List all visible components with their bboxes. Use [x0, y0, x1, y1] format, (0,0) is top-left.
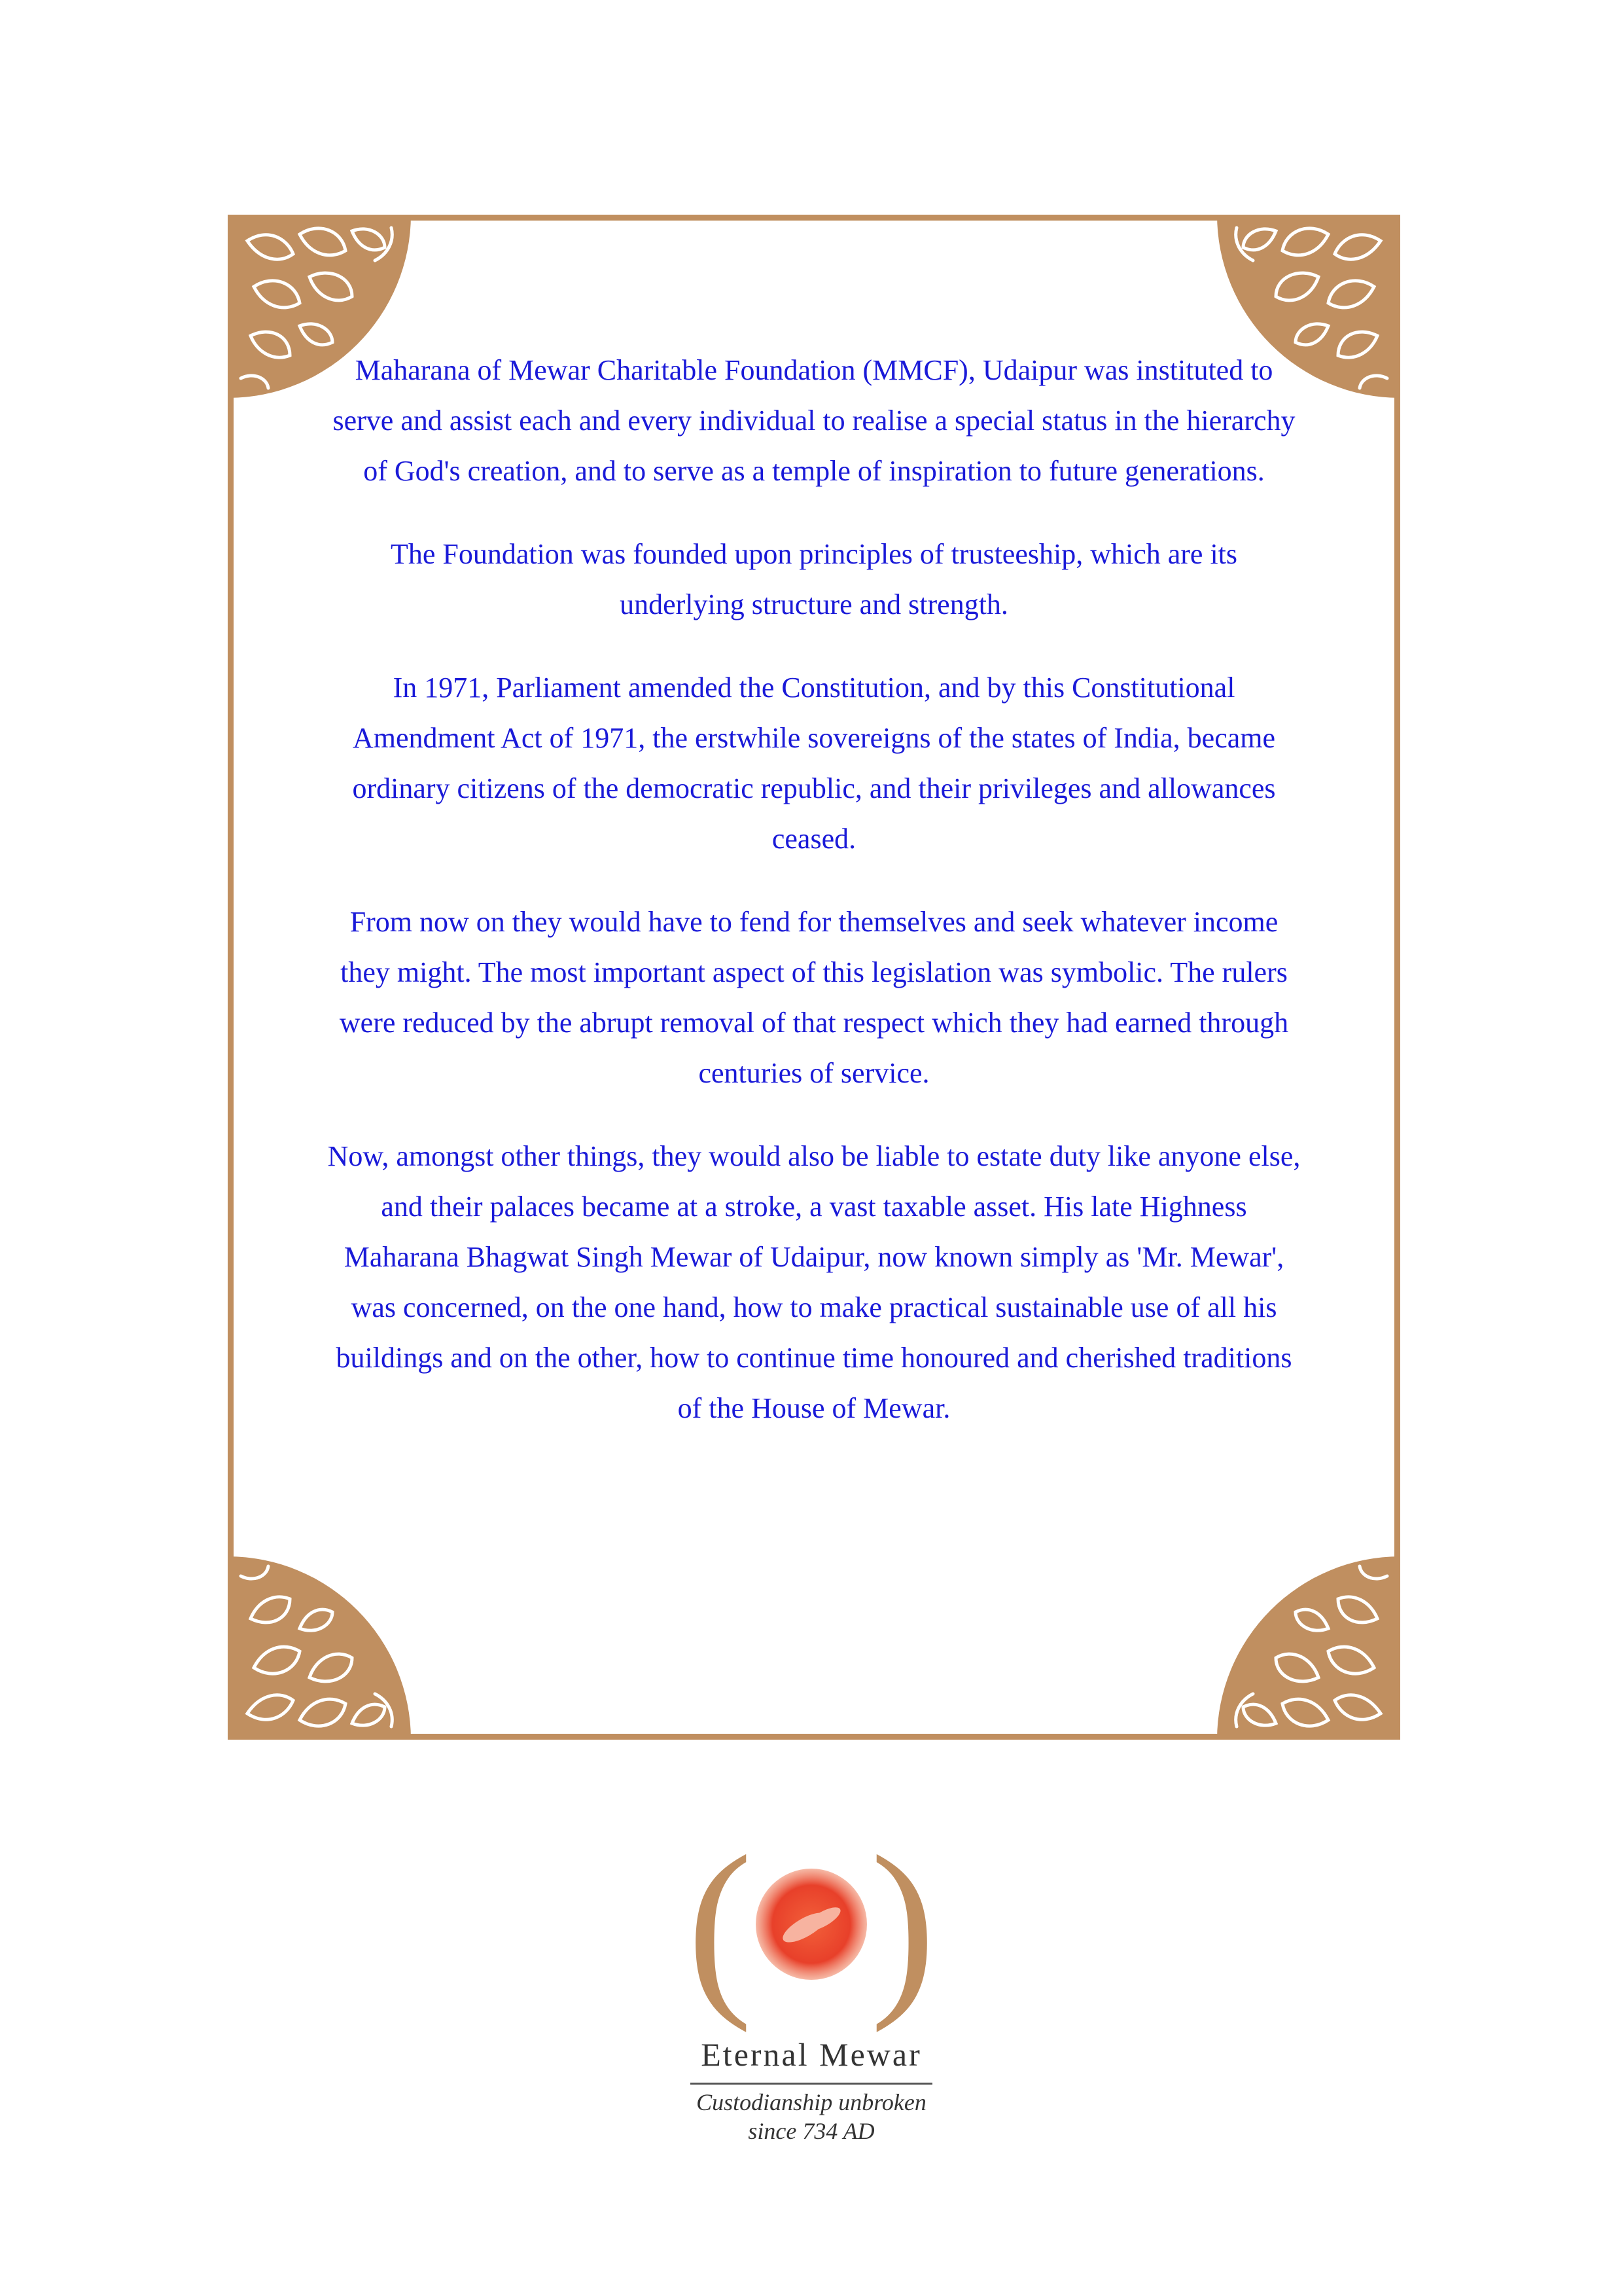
sun-emblem-icon [752, 1865, 870, 1983]
paragraph-mr-mewar: Now, amongst other things, they would also be liable to estate duty like anyone else, and their palaces became at a stroke, a vast taxable asset. His late Highness Maharana Bhagwat Singh Mewar of Udaipur, now known simply as 'Mr. Mewar', was concerned, on the one hand, how to make practical sustainable use of all his buildings and on the other, how to continue time honoured and cherished traditions of the House of Mewar. [327, 1140, 1301, 1424]
paragraph-legislation-impact: From now on they would have to fend for themselves and seek whatever income they might. The most important aspect of this legislation was symbolic. The rulers were reduced by the abrupt removal of that respect which they had earned through centuries of service. [339, 906, 1289, 1089]
brand-divider [690, 2083, 932, 2085]
paragraph-mmcf-intro: Maharana of Mewar Charitable Foundation (MMCF), Udaipur was instituted to serve and assist each and every individual to realise a special status in the hierarchy of God's creation, and to serve as a temple of inspiration to future generations. [332, 354, 1296, 487]
paragraph-1971-amendment: In 1971, Parliament amended the Constitution, and by this Constitutional Amendment Act of 1971, the erstwhile sovereigns of the states of India, became ordinary citizens of the democratic republic, and their privileges and allowances ceased. [352, 672, 1276, 855]
floral-corner-icon [228, 1556, 411, 1740]
tagline-line-2: since 734 AD [748, 2118, 875, 2144]
brand-tagline [667, 2088, 955, 2145]
floral-corner-icon [1217, 1556, 1400, 1740]
tagline-line-1: Custodianship unbroken [696, 2089, 927, 2115]
logo-paren-left: ( [687, 1816, 752, 2033]
eternal-mewar-logo [667, 1816, 955, 2144]
brand-name: Eternal Mewar [701, 2036, 922, 2073]
paragraph-trusteeship: The Foundation was founded upon principles of trusteeship, which are its underlying structure and strength. [390, 538, 1238, 620]
logo-paren-right: ) [870, 1816, 936, 2033]
ornamental-frame [228, 215, 1400, 1740]
body-text [325, 345, 1303, 1466]
